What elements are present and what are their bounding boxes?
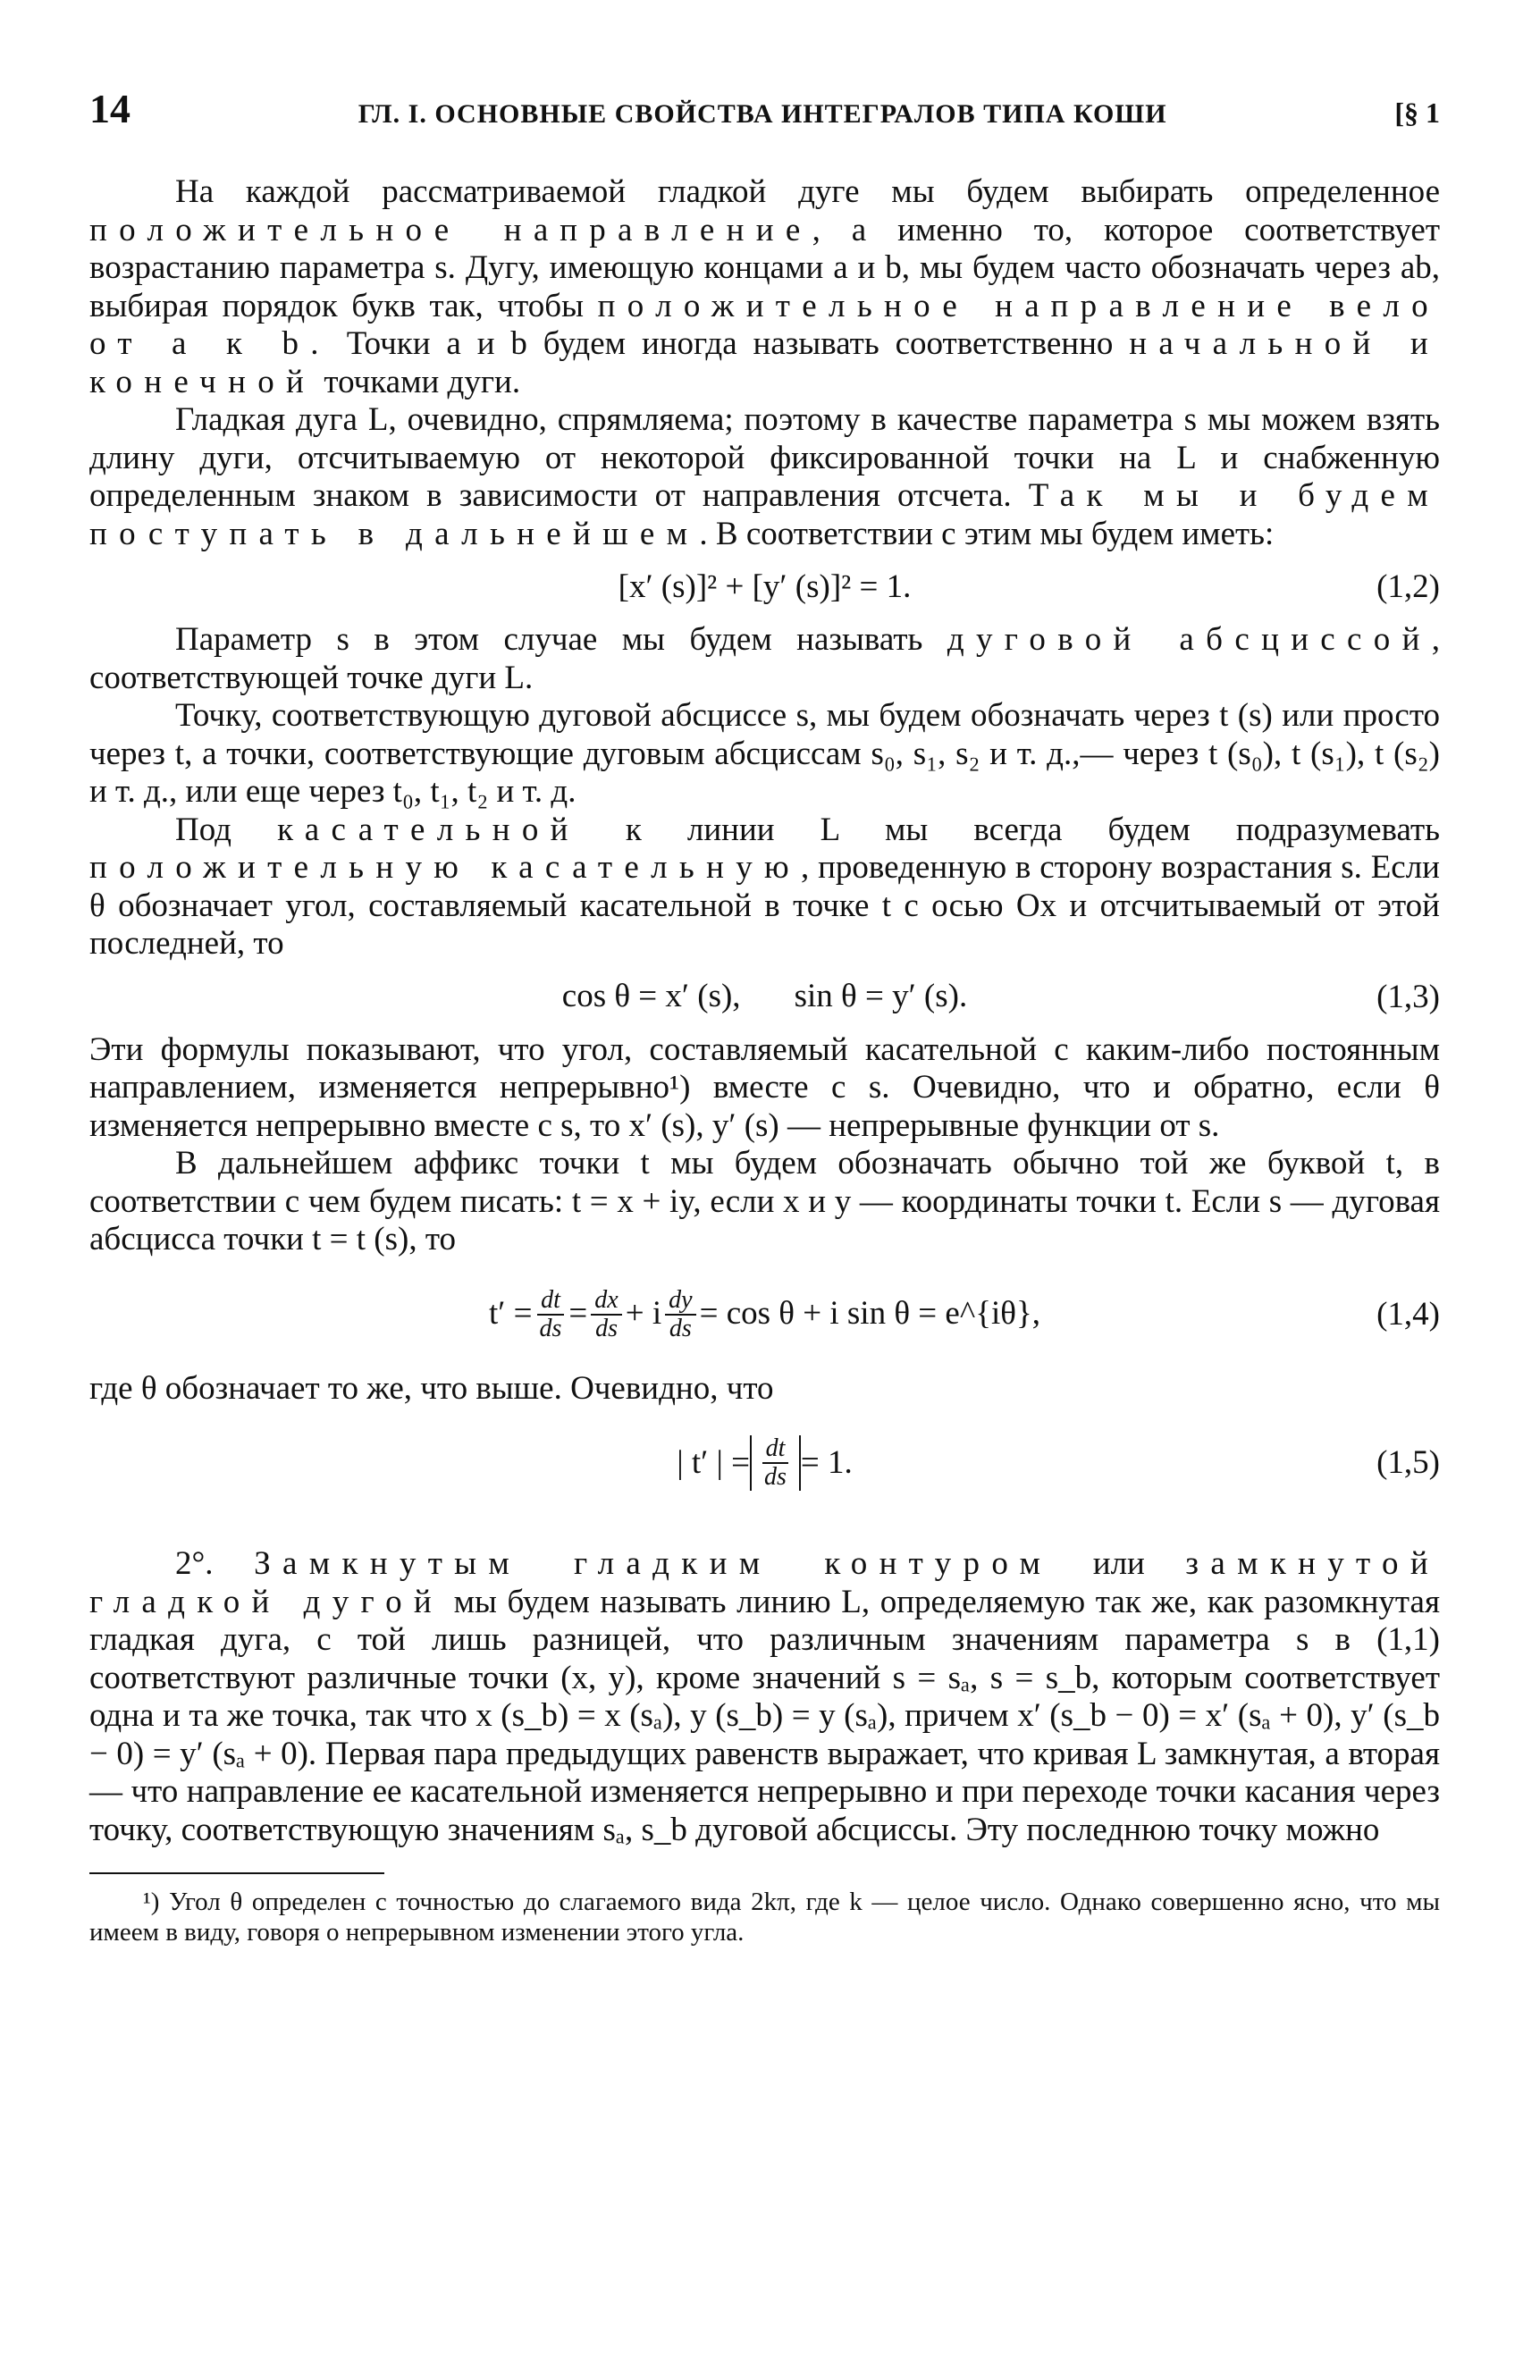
plus-i: + i [625, 1295, 662, 1333]
spaced-term: замкнутой гладкой дугой [89, 1545, 1440, 1620]
spaced-term: положительную касательную [89, 849, 801, 886]
paragraph-4: Точку, соответствующую дуговой абсциссе s, мы будем обозначать через t (s) или просто через t, а точки, соответствующие дуговым абсциссам s₀, s₁, s₂ и т. д.,— через t (s₀), t (s₁), t (s₂) и т. д., или еще через t₀, t₁, t₂ и т. д. [89, 697, 1440, 810]
text-span: , а именно то, которое соответствует возрастанию параметра s. Дугу, имеющую концами a и b, мы будем часто обозначать через ab, выбирая порядок букв так, чтобы [89, 211, 1440, 324]
text-span: точками дуги. [316, 363, 521, 400]
equation-left: cos θ = x′ (s), [561, 978, 741, 1015]
equation-formula: [x′ (s)]² + [y′ (s)]² = 1. [618, 568, 912, 605]
text-span: , проведенную в сторону возрастания s. Если θ обозначает угол, составляемый касательной в точке t с осью Ox и отсчитываемый от этой последней, то [89, 849, 1440, 962]
text-span: На каждой рассматриваемой гладкой дуге мы будем выбирать определенное [175, 173, 1440, 210]
fraction-numerator: dt [537, 1287, 564, 1316]
paragraph-9 [89, 1545, 1440, 1849]
spaced-term: Так мы и будем поступать в дальнейшем [89, 477, 1440, 552]
paragraph-7: В дальнейшем аффикс точки t мы будем обозначать обычно той же буквой t, в соответствии с чем будем писать: t = x + iy, если x и y — координаты точки t. Если s — дуговая абсцисса точки t = t (s), то [89, 1145, 1440, 1257]
paragraph-2 [89, 401, 1440, 553]
footnote-rule [89, 1872, 384, 1874]
text-span: Под [175, 811, 278, 848]
text-span: Гладкая дуга L, очевидно, спрямляема; поэтому в качестве параметра s мы можем взять длину дуги, отсчитываемую от некоторой фиксированной точки на L и снабженную определенным знаком в зависимости от направления отсчета. [89, 401, 1440, 514]
spaced-term: начальной и конечной [89, 325, 1441, 400]
equation-1-3 [89, 971, 1440, 1024]
equation-number: (1,5) [1376, 1443, 1440, 1481]
equation-lhs: t′ = [489, 1295, 533, 1333]
spaced-term: положительное направление [89, 211, 812, 248]
fraction-denominator: ds [539, 1314, 562, 1342]
fraction-dx-ds [591, 1287, 621, 1342]
fraction-numerator: dx [591, 1287, 621, 1316]
page-header [89, 85, 1440, 132]
fraction-denominator: ds [669, 1314, 692, 1342]
page-number: 14 [89, 86, 130, 131]
text-span: . В соответствии с этим мы будем иметь: [699, 515, 1275, 552]
paragraph-8: где θ обозначает то же, что выше. Очевидно, что [89, 1369, 774, 1407]
section-number: 2°. [175, 1545, 255, 1582]
equation-number: (1,4) [1376, 1295, 1440, 1333]
fraction-denominator: ds [764, 1463, 787, 1491]
main-text [89, 173, 1440, 1849]
paragraph-1 [89, 173, 1440, 401]
fraction-numerator: dt [762, 1435, 789, 1464]
fraction-dt-ds [761, 1435, 790, 1491]
equation-tail: = cos θ + i sin θ = e^{iθ}, [699, 1295, 1040, 1333]
text-span: к линии L мы всегда будем подразумевать [579, 811, 1440, 848]
paragraph-3 [89, 621, 1440, 697]
equation-right: sin θ = y′ (s). [794, 978, 968, 1015]
text-span: мы будем называть линию L, определяемую так же, как разомкнутая гладкая дуга, с той лишь разницей, что различным значениям параметра s в (1,1) соответствуют различные точки (x, y), кроме значений s = sₐ, s = s_b, которым соответствует одна и та же точка, так что x (s_b) = x (sₐ), y (s_b) = y (sₐ), причем x′ (s_b − 0) = x′ (sₐ + 0), y′ (s_b − 0) = y′ (sₐ + 0). Первая пара предыдущих равенств выражает, что кривая L замкнутая, а вторая — что направление ее касательной изменяется непрерывно и при переходе точки касания через точку, соответствующую значениям sₐ, s_b дуговой абсциссы. Эту последнюю точку можно [89, 1583, 1440, 1848]
text-span: или [1052, 1545, 1186, 1582]
fraction-dy-ds [665, 1287, 695, 1342]
equals-sign: = [568, 1295, 588, 1333]
equation-1-2 [89, 560, 1440, 614]
spaced-term: касательной [277, 811, 580, 848]
paragraph-6: Эти формулы показывают, что угол, составляемый касательной с каким-либо постоянным направлением, изменяется непрерывно¹) вместе с s. Очевидно, что и обратно, если θ изменяется непрерывно вместе с s, то x′ (s), y′ (s) — непрерывные функции от s. [89, 1030, 1440, 1144]
footnote-text: ¹) Угол θ определен с точностью до слагаемого вида 2kπ, где k — целое число. Однако совершенно ясно, что мы имеем в виду, говоря о непрерывном изменении этого угла. [89, 1888, 1440, 1947]
fraction-numerator: dy [665, 1287, 695, 1316]
equation-lhs: | t′ | = [677, 1443, 751, 1481]
equation-1-4 [89, 1272, 1440, 1358]
section-mark: [§ 1 [1394, 97, 1440, 129]
absolute-value [750, 1435, 801, 1491]
equation-number: (1,2) [1376, 568, 1440, 605]
fraction-dt-ds [536, 1287, 566, 1342]
spaced-term: дуговой абсциссой [947, 621, 1432, 658]
footnote [89, 1887, 1440, 1947]
spacer [89, 1518, 1440, 1545]
spaced-term: Замкнутым гладким контуром [254, 1545, 1053, 1582]
equation-number: (1,3) [1376, 978, 1440, 1015]
text-span: Точки a и b будем иногда называть соответственно [330, 325, 1130, 362]
spaced-term: положительное направление вело от a к b. [89, 287, 1441, 362]
text-span: , соответствующей точке дуги L. [89, 621, 1440, 696]
equation-1-5 [89, 1420, 1440, 1506]
equation-rhs: = 1. [800, 1443, 853, 1481]
fraction-denominator: ds [595, 1314, 618, 1342]
paragraph-5 [89, 812, 1440, 963]
text-span: Параметр s в этом случае мы будем называть [175, 621, 947, 658]
running-title: ГЛ. I. ОСНОВНЫЕ СВОЙСТВА ИНТЕГРАЛОВ ТИПА КОШИ [358, 99, 1167, 129]
